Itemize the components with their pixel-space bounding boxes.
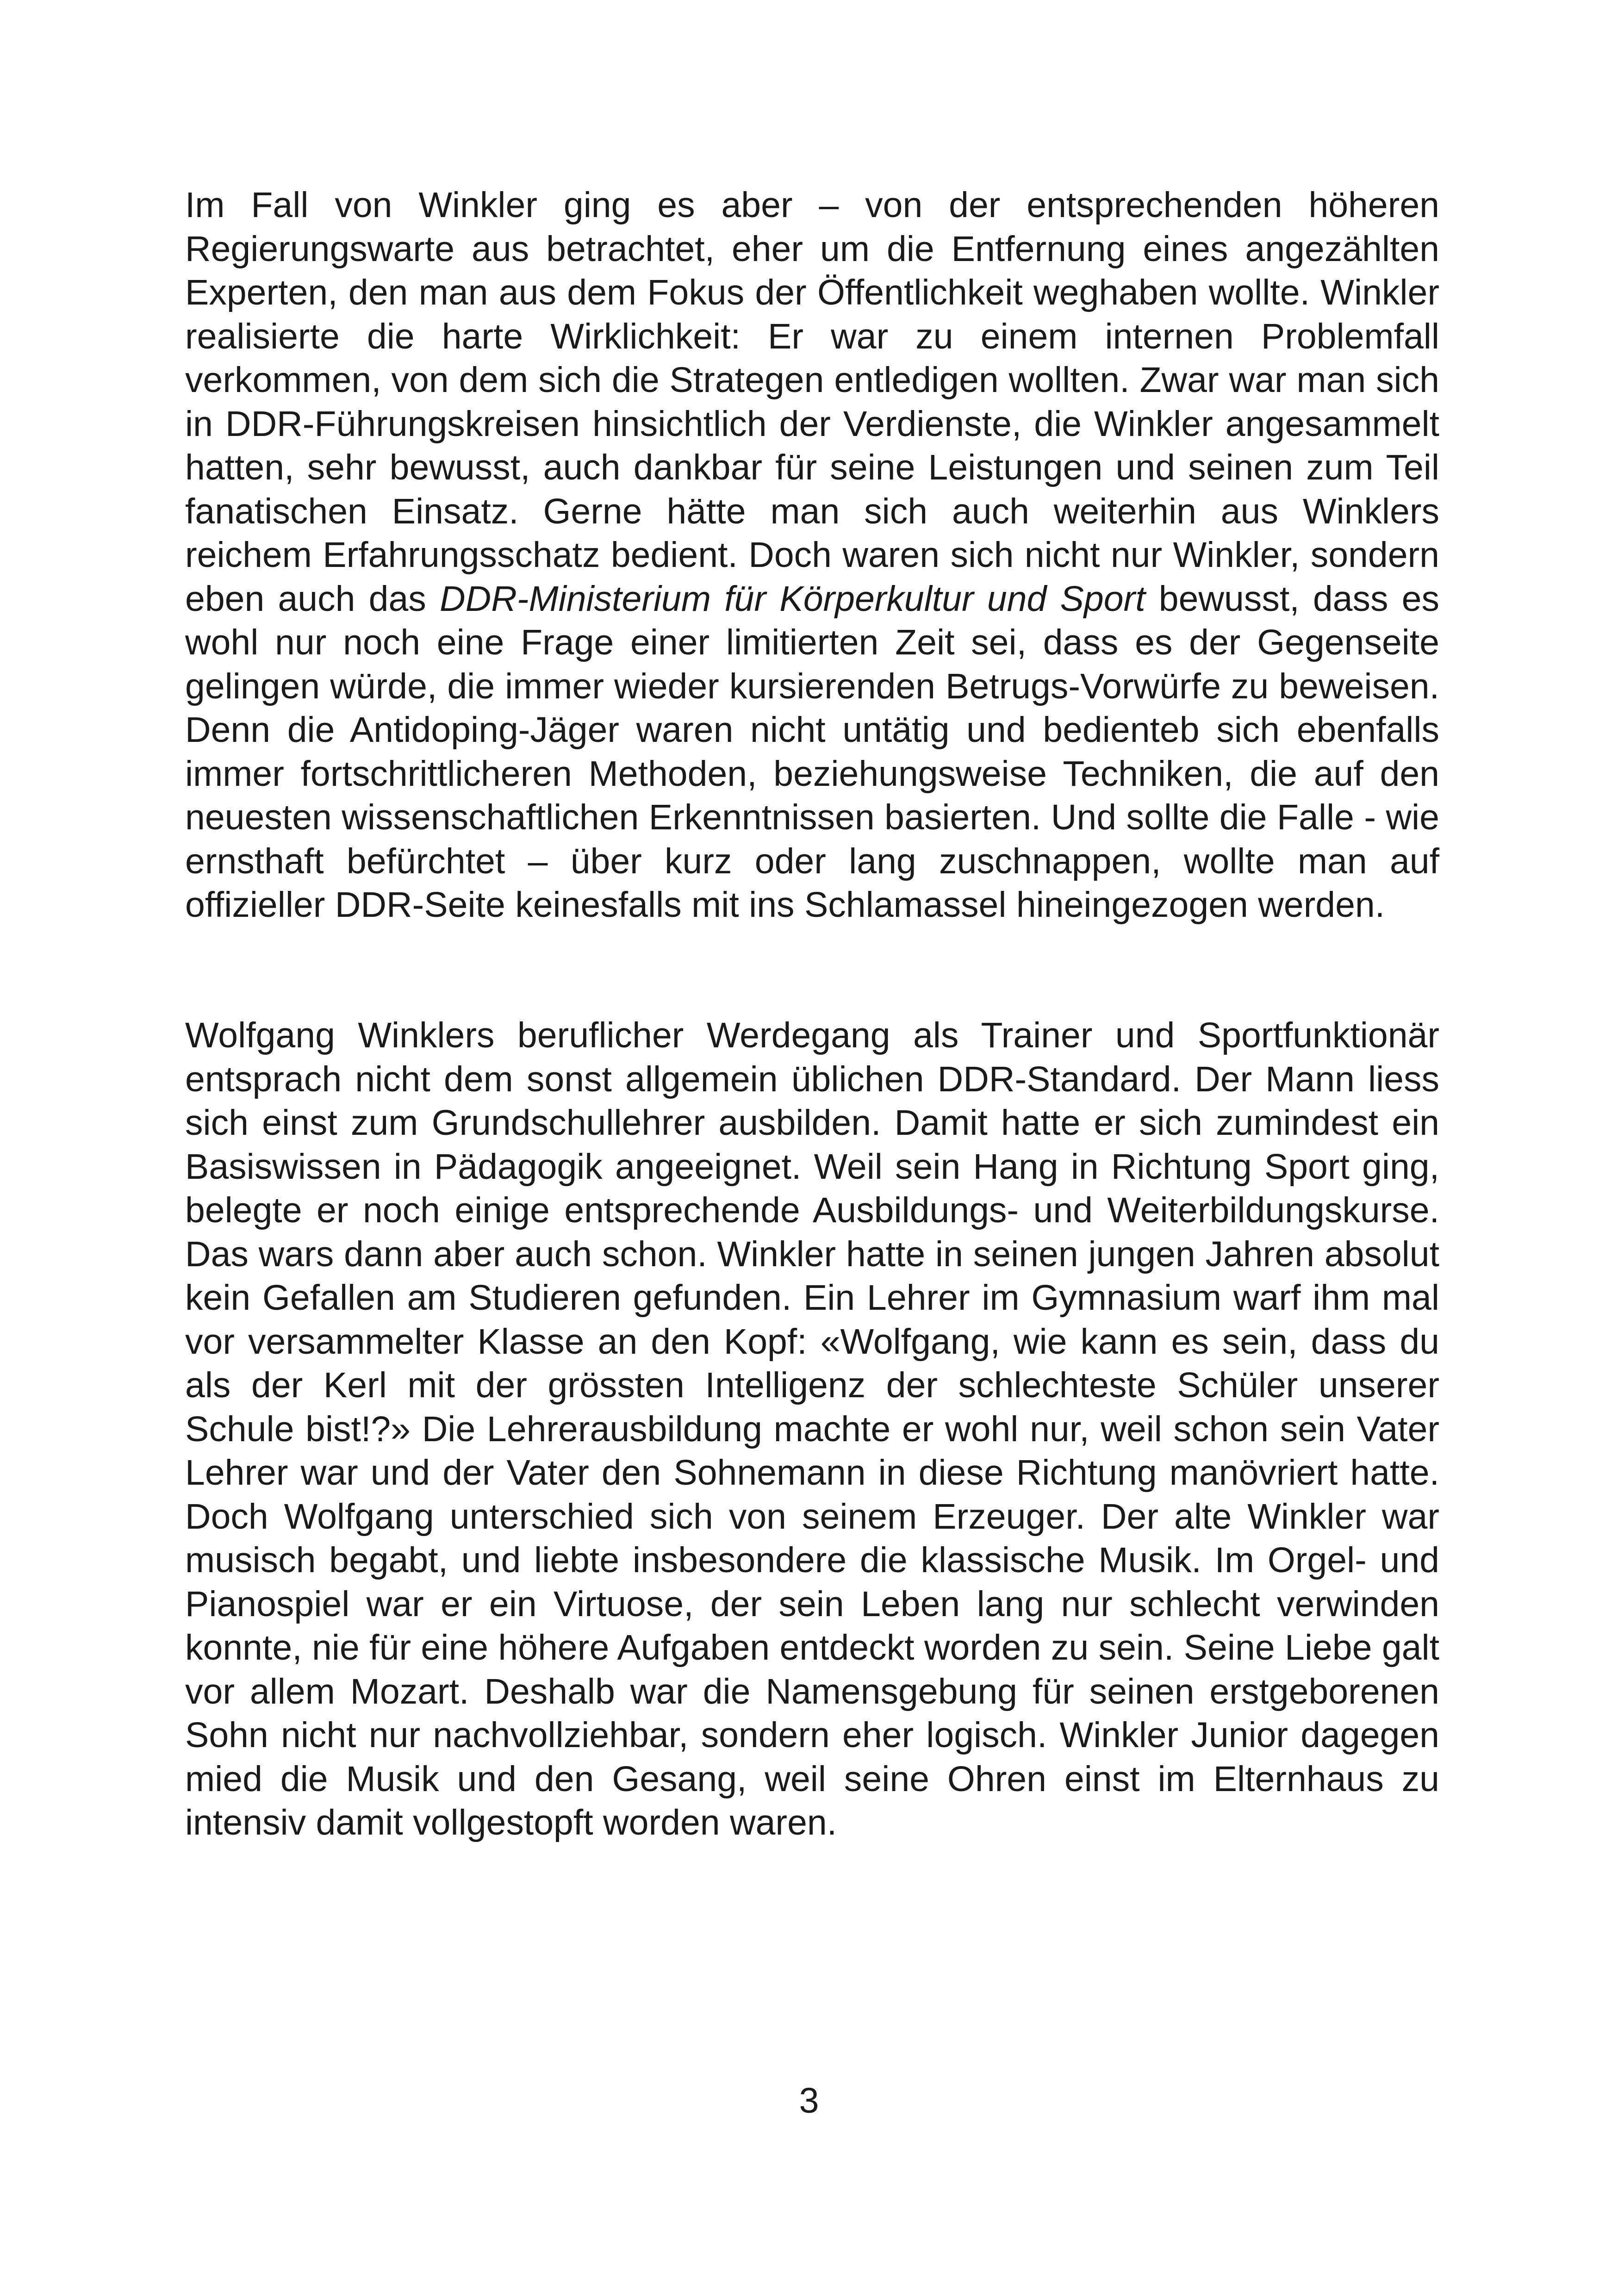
- ministry-name-italic: DDR-Ministerium für Körperkultur und Sport: [439, 579, 1145, 619]
- page-number: 3: [799, 2081, 819, 2121]
- paragraph-1: [185, 183, 1439, 927]
- paragraph-1-part-b: bewusst, dass es wohl nur noch eine Frage einer limitierten Zeit sei, dass es der Gegenseite gelingen würde, die immer wieder kursierenden Betrugs-Vorwürfe zu beweisen. Denn die Antidoping-Jäger waren nicht untätig und bedienteb sich ebenfalls immer fortschrittlicheren Methoden, beziehungsweise Techniken, die auf den neuesten wissenschaftlichen Erkenntnissen basierten. Und sollte die Falle - wie ernsthaft befürchtet – über kurz oder lang zuschnappen, wollte man auf offizieller DDR-Seite keinesfalls mit ins Schlamassel hineingezogen werden.: [185, 579, 1439, 925]
- paragraph-2-text: Wolfgang Winklers beruflicher Werdegang als Trainer und Sportfunktionär entsprach nicht dem sonst allgemein üblichen DDR-Standard. Der Mann liess sich einst zum Grundschullehrer ausbilden. Damit hatte er sich zumindest ein Basiswissen in Pädagogik angeeignet. Weil sein Hang in Richtung Sport ging, belegte er noch einige entsprechende Ausbildungs- und Weiterbildungskurse. Das wars dann aber auch schon. Winkler hatte in seinen jungen Jahren absolut kein Gefallen am Studieren gefunden. Ein Lehrer im Gymnasium warf ihm mal vor versammelter Klasse an den Kopf: «Wolfgang, wie kann es sein, dass du als der Kerl mit der grössten Intelligenz der schlechteste Schüler unserer Schule bist!?» Die Lehrerausbildung machte er wohl nur, weil schon sein Vater Lehrer war und der Vater den Sohnemann in diese Richtung manövriert hatte. Doch Wolfgang unterschied sich von seinem Erzeuger. Der alte Winkler war musisch begabt, und liebte insbesondere die klassische Musik. Im Orgel- und Pianospiel war er ein Virtuose, der sein Leben lang nur schlecht verwinden konnte, nie für eine höhere Aufgaben entdeckt worden zu sein. Seine Liebe galt vor allem Mozart. Deshalb war die Namensgebung für seinen erstgeborenen Sohn nicht nur nachvollziehbar, sondern eher logisch. Winkler Junior dagegen mied die Musik und den Gesang, weil seine Ohren einst im Elternhaus zu intensiv damit vollgestopft worden waren.: [185, 1015, 1439, 1842]
- paragraph-2: [185, 1014, 1439, 1845]
- paragraph-1-part-a: Im Fall von Winkler ging es aber – von der entsprechenden höheren Regierungswarte aus betrachtet, eher um die Entfernung eines angezählten Experten, den man aus dem Fokus der Öffentlichkeit weghaben wollte. Winkler realisierte die harte Wirklichkeit: Er war zu einem internen Problemfall verkommen, von dem sich die Strategen entledigen wollten. Zwar war man sich in DDR-Führungskreisen hinsichtlich der Verdienste, die Winkler angesammelt hatten, sehr bewusst, auch dankbar für seine Leistungen und seinen zum Teil fanatischen Einsatz. Gerne hätte man sich auch weiterhin aus Winklers reichem Erfahrungsschatz bedient. Doch waren sich nicht nur Winkler, sondern eben auch das: [185, 185, 1439, 619]
- paragraph-1-text: [185, 183, 1439, 927]
